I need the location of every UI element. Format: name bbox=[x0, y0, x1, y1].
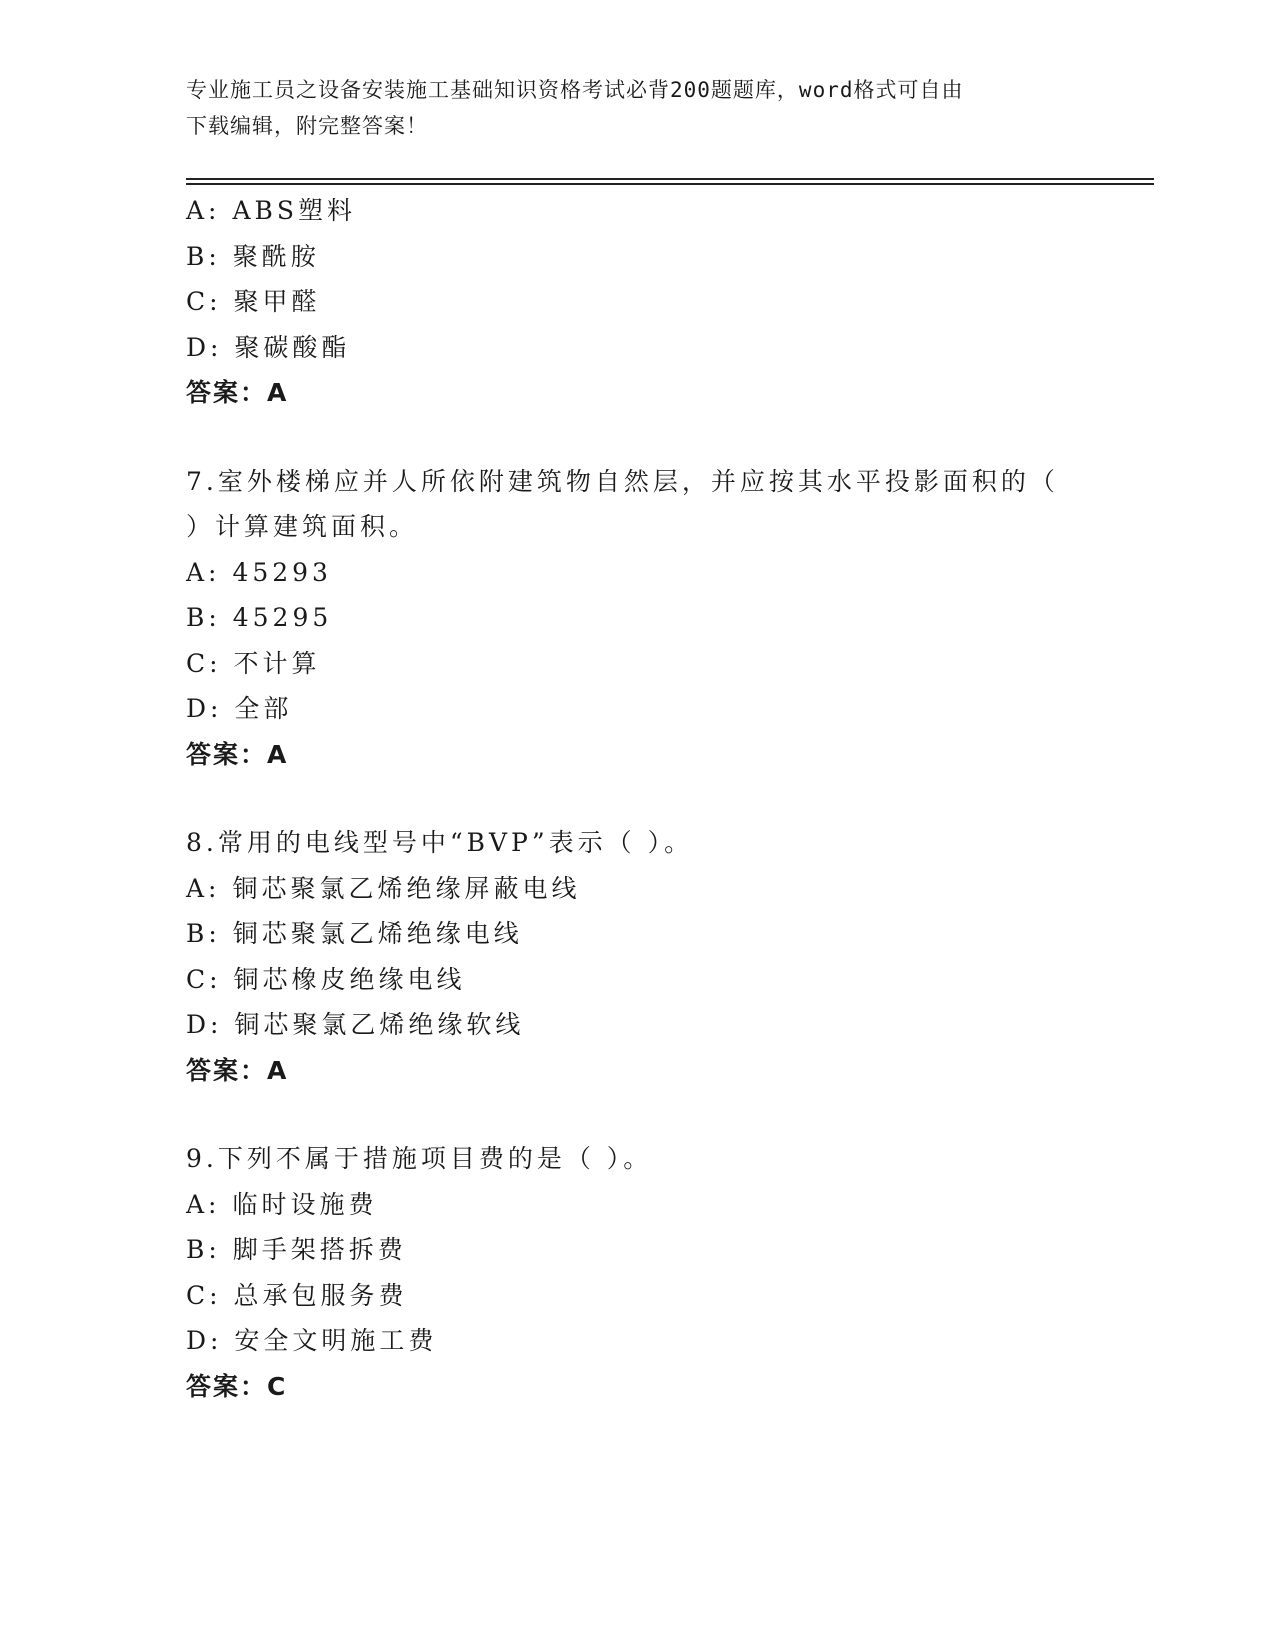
option-letter: C: bbox=[186, 648, 222, 678]
document-header bbox=[186, 72, 1066, 144]
option-b bbox=[186, 595, 1086, 641]
answer-line: 答案：C bbox=[186, 1371, 288, 1401]
question-block-9 bbox=[186, 1136, 1086, 1409]
spacer bbox=[186, 416, 1086, 459]
option-d bbox=[186, 686, 1086, 732]
option-c bbox=[186, 279, 1086, 325]
option-c bbox=[186, 641, 1086, 687]
option-c bbox=[186, 1273, 1086, 1319]
option-letter: D: bbox=[186, 1326, 223, 1355]
option-b bbox=[186, 1227, 1086, 1273]
header-divider-top bbox=[186, 178, 1154, 180]
option-letter: B: bbox=[186, 1235, 221, 1264]
question-text-line-2: ）计算建筑面积。 bbox=[186, 512, 419, 541]
question-text-line-1: 9.下列不属于措施项目费的是（ ）。 bbox=[186, 1144, 653, 1173]
answer-line: 答案：A bbox=[186, 739, 289, 769]
option-a bbox=[186, 1182, 1086, 1228]
option-text: 45293 bbox=[232, 557, 332, 587]
option-letter: B: bbox=[186, 241, 221, 271]
option-d bbox=[186, 1318, 1086, 1364]
option-text: 不计算 bbox=[233, 648, 321, 678]
question-list bbox=[186, 188, 1086, 1409]
option-text: 铜芯聚氯乙烯绝缘屏蔽电线 bbox=[232, 873, 581, 903]
question-block-6 bbox=[186, 188, 1086, 416]
option-a bbox=[186, 550, 1086, 596]
option-text: 临时设施费 bbox=[232, 1189, 378, 1219]
option-text: 聚甲醛 bbox=[233, 287, 321, 316]
option-letter: B: bbox=[186, 603, 221, 632]
answer-line: 答案：A bbox=[186, 1055, 289, 1085]
question-block-7 bbox=[186, 459, 1086, 778]
option-text: ABS塑料 bbox=[232, 196, 356, 225]
option-text: 铜芯聚氯乙烯绝缘软线 bbox=[234, 1010, 525, 1039]
option-letter: A: bbox=[186, 873, 221, 903]
option-c bbox=[186, 957, 1086, 1003]
spacer bbox=[186, 1093, 1086, 1136]
question-text-line-1: 7.室外楼梯应并人所依附建筑物自然层，并应按其水平投影面积的（ bbox=[186, 466, 1059, 496]
option-letter: A: bbox=[186, 196, 221, 225]
header-line-2: 下载编辑，附完整答案！ bbox=[186, 114, 428, 138]
option-letter: D: bbox=[186, 694, 223, 723]
option-letter: B: bbox=[186, 919, 221, 948]
option-text: 45295 bbox=[232, 603, 333, 632]
option-d bbox=[186, 325, 1086, 371]
answer-line: 答案：A bbox=[186, 378, 289, 407]
option-text: 安全文明施工费 bbox=[234, 1326, 438, 1355]
option-text: 聚碳酸酯 bbox=[234, 332, 351, 362]
option-text: 全部 bbox=[234, 694, 293, 723]
option-text: 铜芯聚氯乙烯绝缘电线 bbox=[232, 919, 523, 948]
option-letter: C: bbox=[186, 1280, 222, 1310]
option-text: 脚手架搭拆费 bbox=[232, 1235, 407, 1264]
option-letter: D: bbox=[186, 332, 223, 362]
option-letter: C: bbox=[186, 964, 222, 994]
question-block-8 bbox=[186, 820, 1086, 1093]
option-a bbox=[186, 866, 1086, 912]
header-divider-bottom bbox=[186, 183, 1154, 185]
option-text: 聚酰胺 bbox=[232, 241, 320, 271]
header-line-1: 专业施工员之设备安装施工基础知识资格考试必背200题题库，word格式可自由 bbox=[186, 78, 964, 102]
option-b bbox=[186, 911, 1086, 957]
option-b bbox=[186, 234, 1086, 280]
option-letter: C: bbox=[186, 287, 222, 316]
question-text-line-1: 8.常用的电线型号中“BVP”表示（ ）。 bbox=[186, 828, 694, 857]
option-text: 铜芯橡皮绝缘电线 bbox=[233, 964, 466, 994]
option-letter: D: bbox=[186, 1010, 223, 1039]
option-text: 总承包服务费 bbox=[233, 1280, 408, 1310]
option-letter: A: bbox=[186, 1189, 221, 1219]
option-letter: A: bbox=[186, 557, 221, 587]
spacer bbox=[186, 777, 1086, 820]
option-d bbox=[186, 1002, 1086, 1048]
option-a bbox=[186, 188, 1086, 234]
